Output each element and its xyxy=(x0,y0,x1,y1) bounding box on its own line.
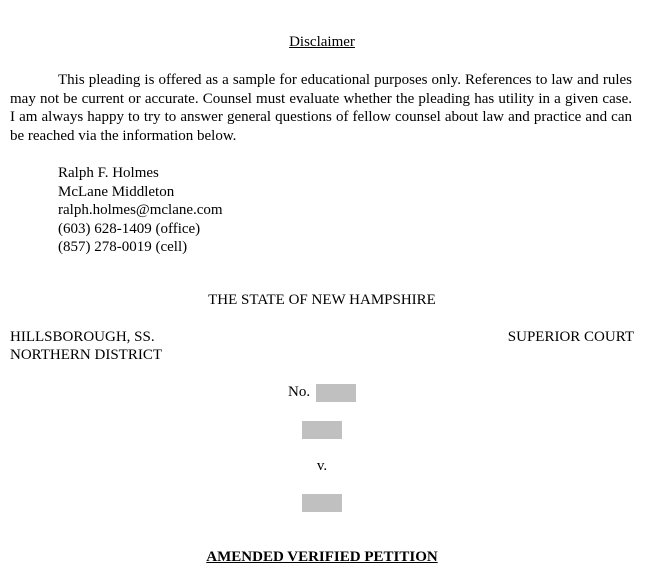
case-number-label: No. xyxy=(288,384,311,400)
contact-block xyxy=(58,164,223,257)
disclaimer-paragraph: This pleading is offered as a sample for educational purposes only. References to law and rules may not be current or accurate. Counsel must evaluate whether the pleading has utility in a given case. I am always happy to try to answer general questions of fellow counsel about law and practice and can be reached via the information below. xyxy=(10,72,632,144)
respondent-redaction xyxy=(302,494,342,512)
contact-name: Ralph F. Holmes xyxy=(58,165,159,181)
district-label: NORTHERN DISTRICT xyxy=(10,347,163,363)
county-label: HILLSBOROUGH, SS. xyxy=(10,329,155,345)
versus-label: v. xyxy=(316,458,328,474)
petition-title: AMENDED VERIFIED PETITION xyxy=(206,549,438,565)
petitioner-redaction xyxy=(302,421,342,439)
contact-office-phone: (603) 628-1409 (office) xyxy=(58,220,201,237)
contact-cell-phone: (857) 278-0019 (cell) xyxy=(58,239,188,255)
court-label: SUPERIOR COURT xyxy=(507,329,634,345)
state-title: THE STATE OF NEW HAMPSHIRE xyxy=(208,292,436,308)
case-number-redaction xyxy=(316,384,356,402)
contact-email: ralph.holmes@mclane.com xyxy=(58,202,223,218)
contact-firm: McLane Middleton xyxy=(58,183,175,200)
disclaimer-heading: Disclaimer xyxy=(289,34,355,50)
